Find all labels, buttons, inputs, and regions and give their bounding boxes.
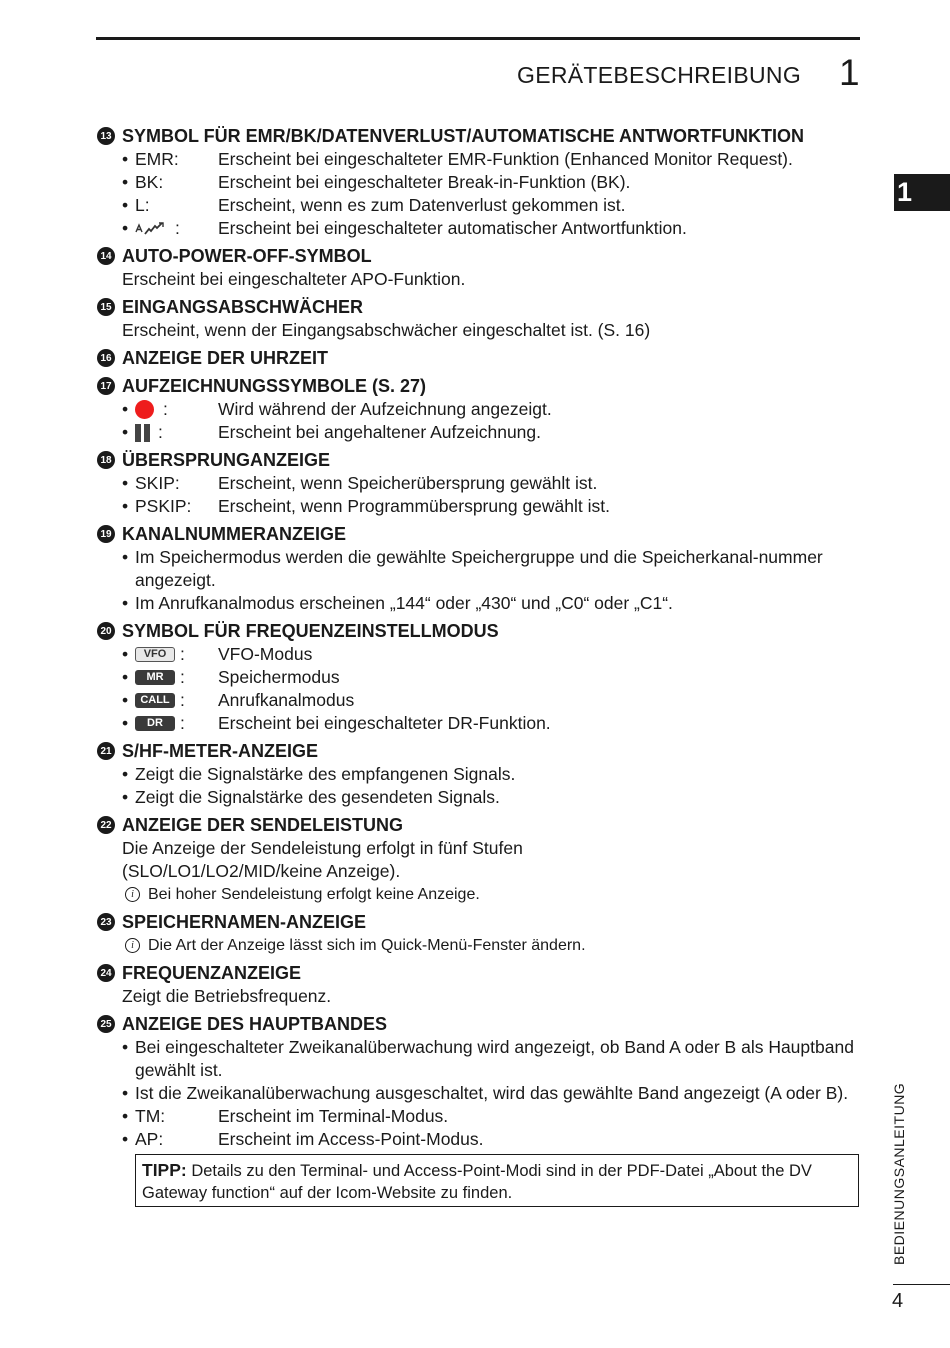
- section-title: FREQUENZANZEIGE: [122, 962, 302, 983]
- number-badge: 16: [97, 349, 115, 367]
- item-label: [135, 666, 218, 689]
- tip-text: Details zu den Terminal- und Access-Point-Modi sind in der PDF-Datei „About the DV Gateway function“ auf der Icom-Website zu finden.: [142, 1162, 812, 1202]
- tip-label: TIPP:: [142, 1160, 187, 1180]
- item-text: Im Anrufkanalmodus erscheinen „144“ oder „430“ und „C0“ oder „C1“.: [135, 593, 673, 613]
- bottom-rule: [893, 1284, 950, 1285]
- bullet: •: [122, 1106, 129, 1126]
- item-text: VFO-Modus: [218, 644, 313, 664]
- bullet: •: [122, 473, 129, 493]
- vfo-mode-icon: VFO: [135, 647, 175, 662]
- item-label: [135, 421, 218, 444]
- item-colon: :: [158, 422, 163, 442]
- bullet: •: [122, 399, 129, 419]
- section-heading: [97, 295, 865, 319]
- item-text: Ist die Zweikanalüberwachung ausgeschaltet, wird das gewählte Band angezeigt (A oder B).: [135, 1083, 849, 1103]
- item-colon: :: [180, 690, 185, 710]
- section-heading: [97, 448, 865, 472]
- item-label: TM:: [135, 1106, 166, 1126]
- item-text: Speichermodus: [218, 667, 340, 687]
- chapter-tab: 1: [894, 174, 950, 211]
- list-item: [97, 398, 865, 421]
- section-text: Erscheint, wenn der Eingangsabschwächer eingeschaltet ist. (S. 16): [122, 320, 651, 340]
- item-text: Erscheint im Terminal-Modus.: [218, 1106, 449, 1126]
- bullet: •: [122, 644, 129, 664]
- list-item: [97, 689, 865, 712]
- section-heading: [97, 961, 865, 985]
- section-title: EINGANGSABSCHWÄCHER: [122, 296, 364, 317]
- item-label: PSKIP:: [135, 496, 192, 516]
- item-colon: :: [180, 644, 185, 664]
- section-heading: [97, 522, 865, 546]
- item-text: Zeigt die Signalstärke des empfangenen Signals.: [135, 764, 516, 784]
- note: [97, 934, 865, 957]
- item-label: [135, 398, 218, 421]
- section-heading: [97, 244, 865, 268]
- item-text: Im Speichermodus werden die gewählte Speichergruppe und die Speicherkanal-nummer angezeigt.: [135, 547, 823, 590]
- item-colon: :: [180, 713, 185, 733]
- bullet: •: [122, 149, 129, 169]
- section-title: AUFZEICHNUNGSSYMBOLE (S. 27): [122, 375, 427, 396]
- manual-side-label: BEDIENUNGSANLEITUNG: [891, 1082, 907, 1265]
- note-text: Bei hoher Sendeleistung erfolgt keine Anzeige.: [148, 886, 480, 903]
- record-icon: [135, 400, 154, 419]
- section-heading: [97, 374, 865, 398]
- list-item: [97, 712, 865, 735]
- item-text: Erscheint, wenn Speicherübersprung gewählt ist.: [218, 473, 598, 493]
- call-mode-icon: CALL: [135, 693, 175, 708]
- item-colon: :: [180, 667, 185, 687]
- item-label: L:: [135, 195, 150, 215]
- bullet: •: [122, 547, 129, 567]
- number-badge: 14: [97, 247, 115, 265]
- item-colon: :: [175, 218, 180, 238]
- item-colon: :: [163, 399, 168, 419]
- item-text: Erscheint bei eingeschalteter Break-in-Funktion (BK).: [218, 172, 631, 192]
- section-16: [97, 346, 865, 370]
- list-item: [97, 643, 865, 666]
- bullet: •: [122, 1083, 129, 1103]
- list-item: [97, 421, 865, 444]
- number-badge: 22: [97, 816, 115, 834]
- item-text: Erscheint im Access-Point-Modus.: [218, 1129, 484, 1149]
- section-title: KANALNUMMERANZEIGE: [122, 523, 346, 544]
- section-heading: [97, 346, 865, 370]
- section-text: Zeigt die Betriebsfrequenz.: [122, 986, 332, 1006]
- bullet: •: [122, 713, 129, 733]
- bullet: •: [122, 787, 129, 807]
- auto-reply-icon: [135, 221, 169, 237]
- list-item: [97, 171, 865, 194]
- list-item: [97, 666, 865, 689]
- list-item: [97, 1036, 865, 1082]
- item-label: EMR:: [135, 149, 179, 169]
- list-item: [97, 148, 865, 171]
- bullet: •: [122, 195, 129, 215]
- pause-icon: [135, 424, 150, 442]
- item-text: Erscheint bei eingeschalteter automatischer Antwortfunktion.: [218, 218, 687, 238]
- page-content: [97, 124, 865, 1211]
- item-text: Zeigt die Signalstärke des gesendeten Signals.: [135, 787, 500, 807]
- number-badge: 23: [97, 913, 115, 931]
- number-badge: 15: [97, 298, 115, 316]
- number-badge: 24: [97, 964, 115, 982]
- item-text: Erscheint, wenn Programmübersprung gewählt ist.: [218, 496, 610, 516]
- section-title: AUTO-POWER-OFF-SYMBOL: [122, 245, 372, 266]
- section-15: [97, 295, 865, 342]
- list-item: [97, 763, 865, 786]
- note: [97, 883, 865, 906]
- section-title: ANZEIGE DER UHRZEIT: [122, 347, 329, 368]
- item-text: Erscheint bei eingeschalteter DR-Funktion.: [218, 713, 551, 733]
- list-item: [97, 472, 865, 495]
- section-title: ÜBERSPRUNGANZEIGE: [122, 449, 331, 470]
- item-label: SKIP:: [135, 473, 180, 493]
- bullet: •: [122, 422, 129, 442]
- section-title: ANZEIGE DER SENDELEISTUNG: [122, 814, 404, 835]
- tip-box: [135, 1154, 859, 1207]
- section-17: [97, 374, 865, 444]
- item-text: Erscheint bei eingeschalteter EMR-Funktion (Enhanced Monitor Request).: [218, 149, 793, 169]
- section-title: SPEICHERNAMEN-ANZEIGE: [122, 911, 367, 932]
- section-heading: [97, 1012, 865, 1036]
- bullet: •: [122, 496, 129, 516]
- bullet: •: [122, 690, 129, 710]
- section-title: SYMBOL FÜR EMR/BK/DATENVERLUST/AUTOMATISCHE ANTWORTFUNKTION: [122, 125, 804, 146]
- section-24: [97, 961, 865, 1008]
- section-heading: [97, 124, 865, 148]
- item-label: [135, 689, 218, 712]
- number-badge: 21: [97, 742, 115, 760]
- item-text: Erscheint bei angehaltener Aufzeichnung.: [218, 422, 542, 442]
- chapter-title: GERÄTEBESCHREIBUNG: [517, 62, 802, 88]
- bullet: •: [122, 593, 129, 613]
- section-19: [97, 522, 865, 615]
- item-text: Erscheint, wenn es zum Datenverlust gekommen ist.: [218, 195, 626, 215]
- section-14: [97, 244, 865, 291]
- list-item: [97, 592, 865, 615]
- page-number: 4: [892, 1290, 904, 1312]
- number-badge: 17: [97, 377, 115, 395]
- number-badge: 18: [97, 451, 115, 469]
- section-title: SYMBOL FÜR FREQUENZEINSTELLMODUS: [122, 620, 499, 641]
- list-item: [97, 1105, 865, 1128]
- number-badge: 25: [97, 1015, 115, 1033]
- section-18: [97, 448, 865, 518]
- bullet: •: [122, 172, 129, 192]
- list-item: [97, 1128, 865, 1151]
- info-icon: i: [125, 938, 140, 953]
- item-label: BK:: [135, 172, 164, 192]
- list-item: [97, 1082, 865, 1105]
- section-23: [97, 910, 865, 957]
- chapter-number: 1: [839, 52, 860, 93]
- note-text: Die Art der Anzeige lässt sich im Quick-Menü-Fenster ändern.: [148, 937, 586, 954]
- dr-mode-icon: DR: [135, 716, 175, 731]
- bullet: •: [122, 1129, 129, 1149]
- mr-mode-icon: MR: [135, 670, 175, 685]
- top-rule: [96, 37, 860, 40]
- item-text: Bei eingeschalteter Zweikanalüberwachung wird angezeigt, ob Band A oder B als Hauptband gewählt ist.: [135, 1037, 854, 1080]
- list-item: [97, 217, 865, 240]
- section-heading: [97, 813, 865, 837]
- section-20: [97, 619, 865, 735]
- section-text: (SLO/LO1/LO2/MID/keine Anzeige).: [122, 861, 401, 881]
- item-label: [135, 217, 218, 240]
- section-text: Die Anzeige der Sendeleistung erfolgt in fünf Stufen: [122, 838, 523, 858]
- bullet: •: [122, 218, 129, 238]
- section-21: [97, 739, 865, 809]
- list-item: [97, 194, 865, 217]
- list-item: [97, 495, 865, 518]
- item-text: Wird während der Aufzeichnung angezeigt.: [218, 399, 552, 419]
- section-text: Erscheint bei eingeschalteter APO-Funktion.: [122, 269, 466, 289]
- bullet: •: [122, 667, 129, 687]
- list-item: [97, 546, 865, 592]
- section-22: [97, 813, 865, 906]
- item-label: [135, 712, 218, 735]
- list-item: [97, 786, 865, 809]
- section-title: ANZEIGE DES HAUPTBANDES: [122, 1013, 388, 1034]
- item-label: AP:: [135, 1129, 164, 1149]
- bullet: •: [122, 764, 129, 784]
- section-25: [97, 1012, 865, 1207]
- section-title: S/HF-METER-ANZEIGE: [122, 740, 318, 761]
- number-badge: 19: [97, 525, 115, 543]
- item-text: Anrufkanalmodus: [218, 690, 355, 710]
- section-heading: [97, 910, 865, 934]
- section-heading: [97, 619, 865, 643]
- section-heading: [97, 739, 865, 763]
- number-badge: 20: [97, 622, 115, 640]
- info-icon: i: [125, 887, 140, 902]
- section-13: [97, 124, 865, 240]
- bullet: •: [122, 1037, 129, 1057]
- item-label: [135, 643, 218, 666]
- number-badge: 13: [97, 127, 115, 145]
